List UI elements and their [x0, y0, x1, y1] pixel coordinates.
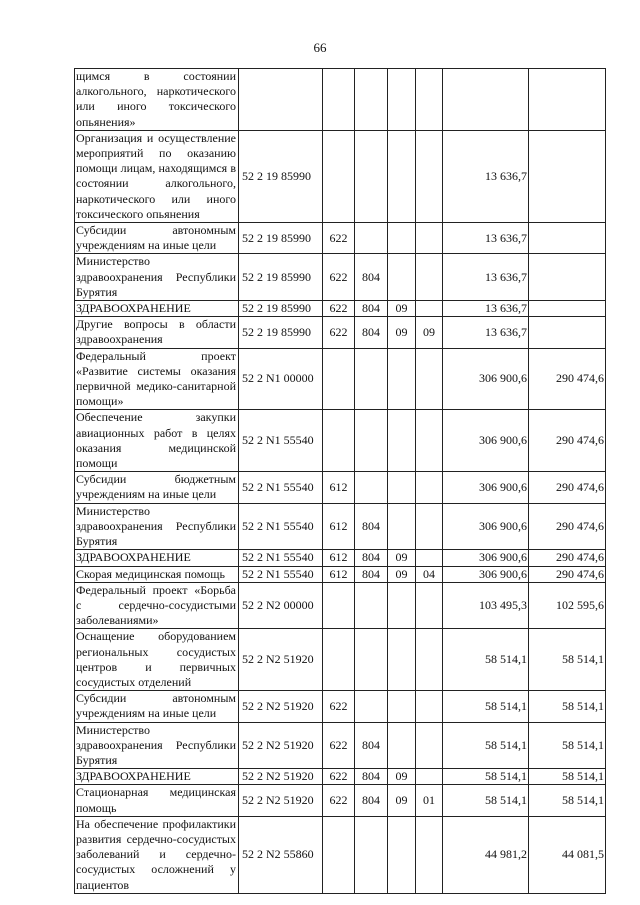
cell-target-code: 52 2 N2 51920 — [239, 722, 323, 769]
cell-target-code: 52 2 19 85990 — [239, 317, 323, 348]
cell-target-code: 52 2 N1 55540 — [239, 566, 323, 582]
cell-amount-year-1: 306 900,6 — [443, 503, 529, 550]
cell-expense-type: 612 — [323, 472, 355, 503]
table-row — [75, 816, 606, 893]
cell-section — [388, 722, 416, 769]
cell-name: Федеральный проект «Борьба с сердечно-сосудистыми заболеваниями» — [75, 582, 239, 629]
cell-amount-year-2: 58 514,1 — [529, 722, 606, 769]
cell-target-code: 52 2 N2 51920 — [239, 785, 323, 816]
cell-amount-year-2: 58 514,1 — [529, 629, 606, 691]
cell-amount-year-2 — [529, 301, 606, 317]
cell-expense-type — [323, 629, 355, 691]
cell-subsection — [416, 722, 443, 769]
table-row — [75, 629, 606, 691]
cell-amount-year-1: 58 514,1 — [443, 785, 529, 816]
cell-section: 09 — [388, 566, 416, 582]
cell-name: щимся в состоянии алкогольного, наркотического или иного токсического опьянения» — [75, 69, 239, 131]
cell-name: Министерство здравоохранения Республики Бурятия — [75, 254, 239, 301]
cell-expense-type: 612 — [323, 550, 355, 566]
table-row — [75, 769, 606, 785]
cell-target-code: 52 2 N1 55540 — [239, 472, 323, 503]
cell-section: 09 — [388, 301, 416, 317]
cell-target-code: 52 2 19 85990 — [239, 254, 323, 301]
cell-amount-year-2 — [529, 254, 606, 301]
cell-amount-year-1: 306 900,6 — [443, 410, 529, 472]
cell-amount-year-1: 13 636,7 — [443, 223, 529, 254]
cell-name: Оснащение оборудованием региональных сосудистых центров и первичных сосудистых отделений — [75, 629, 239, 691]
table-row — [75, 410, 606, 472]
cell-subsection — [416, 130, 443, 222]
cell-name: ЗДРАВООХРАНЕНИЕ — [75, 550, 239, 566]
cell-name: Министерство здравоохранения Республики Бурятия — [75, 503, 239, 550]
cell-amount-year-2: 290 474,6 — [529, 503, 606, 550]
cell-expense-type: 622 — [323, 722, 355, 769]
cell-section — [388, 223, 416, 254]
cell-ministry: 804 — [355, 503, 388, 550]
cell-amount-year-1: 13 636,7 — [443, 130, 529, 222]
cell-name: Скорая медицинская помощь — [75, 566, 239, 582]
cell-expense-type: 622 — [323, 691, 355, 722]
cell-ministry: 804 — [355, 566, 388, 582]
cell-subsection — [416, 550, 443, 566]
table-row — [75, 722, 606, 769]
cell-name: Субсидии бюджетным учреждениям на иные цели — [75, 472, 239, 503]
cell-amount-year-2 — [529, 69, 606, 131]
cell-ministry — [355, 629, 388, 691]
cell-target-code: 52 2 19 85990 — [239, 301, 323, 317]
cell-target-code: 52 2 N2 55860 — [239, 816, 323, 893]
cell-subsection — [416, 348, 443, 410]
cell-target-code: 52 2 N2 51920 — [239, 769, 323, 785]
cell-name: Организация и осуществление мероприятий по оказанию помощи лицам, находящимся в состоянии алкогольного, наркотического или иного токсического опьянения — [75, 130, 239, 222]
cell-amount-year-2: 58 514,1 — [529, 785, 606, 816]
cell-amount-year-2: 290 474,6 — [529, 566, 606, 582]
cell-amount-year-1: 13 636,7 — [443, 301, 529, 317]
cell-amount-year-2 — [529, 317, 606, 348]
table-row — [75, 254, 606, 301]
cell-subsection: 09 — [416, 317, 443, 348]
cell-amount-year-2: 290 474,6 — [529, 472, 606, 503]
cell-amount-year-1: 13 636,7 — [443, 254, 529, 301]
cell-ministry — [355, 130, 388, 222]
cell-ministry: 804 — [355, 785, 388, 816]
cell-subsection — [416, 816, 443, 893]
cell-subsection: 04 — [416, 566, 443, 582]
cell-expense-type: 622 — [323, 254, 355, 301]
cell-subsection: 01 — [416, 785, 443, 816]
cell-name: ЗДРАВООХРАНЕНИЕ — [75, 301, 239, 317]
cell-ministry: 804 — [355, 254, 388, 301]
cell-amount-year-2: 44 081,5 — [529, 816, 606, 893]
cell-section — [388, 503, 416, 550]
cell-amount-year-1: 44 981,2 — [443, 816, 529, 893]
cell-subsection — [416, 254, 443, 301]
cell-subsection — [416, 69, 443, 131]
cell-expense-type — [323, 816, 355, 893]
cell-expense-type — [323, 582, 355, 629]
cell-ministry — [355, 472, 388, 503]
cell-target-code: 52 2 N2 51920 — [239, 691, 323, 722]
cell-section — [388, 254, 416, 301]
cell-section — [388, 130, 416, 222]
cell-section — [388, 410, 416, 472]
cell-section — [388, 69, 416, 131]
cell-target-code: 52 2 N1 55540 — [239, 503, 323, 550]
cell-amount-year-2: 102 595,6 — [529, 582, 606, 629]
cell-amount-year-2: 290 474,6 — [529, 348, 606, 410]
cell-subsection — [416, 410, 443, 472]
table-row — [75, 503, 606, 550]
cell-section: 09 — [388, 785, 416, 816]
cell-subsection — [416, 629, 443, 691]
table-row — [75, 691, 606, 722]
table-row — [75, 582, 606, 629]
cell-name: Стационарная медицинская помощь — [75, 785, 239, 816]
table-row — [75, 472, 606, 503]
cell-expense-type: 622 — [323, 301, 355, 317]
table-row — [75, 130, 606, 222]
cell-amount-year-2: 290 474,6 — [529, 410, 606, 472]
cell-amount-year-2: 58 514,1 — [529, 769, 606, 785]
cell-amount-year-2 — [529, 223, 606, 254]
cell-subsection — [416, 769, 443, 785]
cell-expense-type: 612 — [323, 566, 355, 582]
cell-subsection — [416, 503, 443, 550]
cell-ministry: 804 — [355, 722, 388, 769]
budget-table — [74, 68, 606, 894]
cell-subsection — [416, 301, 443, 317]
cell-amount-year-1: 58 514,1 — [443, 691, 529, 722]
cell-ministry — [355, 582, 388, 629]
cell-expense-type: 622 — [323, 317, 355, 348]
cell-section — [388, 816, 416, 893]
cell-amount-year-1 — [443, 69, 529, 131]
table-row — [75, 550, 606, 566]
cell-amount-year-2 — [529, 130, 606, 222]
cell-ministry — [355, 69, 388, 131]
cell-ministry — [355, 691, 388, 722]
cell-section: 09 — [388, 769, 416, 785]
cell-section — [388, 348, 416, 410]
cell-section — [388, 472, 416, 503]
cell-target-code: 52 2 N1 00000 — [239, 348, 323, 410]
cell-target-code: 52 2 19 85990 — [239, 223, 323, 254]
cell-name: ЗДРАВООХРАНЕНИЕ — [75, 769, 239, 785]
cell-name: Другие вопросы в области здравоохранения — [75, 317, 239, 348]
cell-name: Субсидии автономным учреждениям на иные цели — [75, 223, 239, 254]
table-row — [75, 223, 606, 254]
table-row — [75, 566, 606, 582]
cell-name: На обеспечение профилактики развития сердечно-сосудистых заболеваний и сердечно-сосудистых осложнений у пациентов — [75, 816, 239, 893]
cell-ministry: 804 — [355, 550, 388, 566]
cell-section — [388, 582, 416, 629]
cell-expense-type — [323, 348, 355, 410]
cell-expense-type: 622 — [323, 769, 355, 785]
cell-expense-type — [323, 69, 355, 131]
cell-expense-type: 622 — [323, 223, 355, 254]
cell-expense-type — [323, 130, 355, 222]
cell-amount-year-1: 58 514,1 — [443, 769, 529, 785]
cell-expense-type: 622 — [323, 785, 355, 816]
cell-amount-year-1: 306 900,6 — [443, 348, 529, 410]
cell-amount-year-1: 306 900,6 — [443, 472, 529, 503]
cell-name: Субсидии автономным учреждениям на иные цели — [75, 691, 239, 722]
table-row — [75, 301, 606, 317]
cell-section: 09 — [388, 550, 416, 566]
cell-section: 09 — [388, 317, 416, 348]
table-row — [75, 785, 606, 816]
cell-ministry — [355, 816, 388, 893]
cell-subsection — [416, 582, 443, 629]
cell-ministry: 804 — [355, 317, 388, 348]
cell-amount-year-1: 58 514,1 — [443, 722, 529, 769]
cell-subsection — [416, 472, 443, 503]
cell-target-code: 52 2 N1 55540 — [239, 410, 323, 472]
cell-target-code: 52 2 19 85990 — [239, 130, 323, 222]
cell-target-code: 52 2 N2 00000 — [239, 582, 323, 629]
cell-name: Федеральный проект «Развитие системы оказания первичной медико-санитарной помощи» — [75, 348, 239, 410]
cell-subsection — [416, 223, 443, 254]
cell-amount-year-2: 58 514,1 — [529, 691, 606, 722]
cell-target-code — [239, 69, 323, 131]
cell-ministry — [355, 410, 388, 472]
cell-ministry — [355, 223, 388, 254]
cell-target-code: 52 2 N1 55540 — [239, 550, 323, 566]
cell-amount-year-1: 306 900,6 — [443, 566, 529, 582]
cell-ministry — [355, 348, 388, 410]
cell-amount-year-2: 290 474,6 — [529, 550, 606, 566]
page-number: 66 — [313, 40, 327, 55]
cell-expense-type — [323, 410, 355, 472]
cell-amount-year-1: 13 636,7 — [443, 317, 529, 348]
cell-amount-year-1: 306 900,6 — [443, 550, 529, 566]
table-row — [75, 348, 606, 410]
cell-amount-year-1: 103 495,3 — [443, 582, 529, 629]
cell-ministry: 804 — [355, 769, 388, 785]
cell-target-code: 52 2 N2 51920 — [239, 629, 323, 691]
table-row — [75, 317, 606, 348]
table-row — [75, 69, 606, 131]
cell-section — [388, 691, 416, 722]
cell-subsection — [416, 691, 443, 722]
cell-expense-type: 612 — [323, 503, 355, 550]
cell-section — [388, 629, 416, 691]
cell-name: Обеспечение закупки авиационных работ в целях оказания медицинской помощи — [75, 410, 239, 472]
cell-ministry: 804 — [355, 301, 388, 317]
cell-name: Министерство здравоохранения Республики Бурятия — [75, 722, 239, 769]
cell-amount-year-1: 58 514,1 — [443, 629, 529, 691]
